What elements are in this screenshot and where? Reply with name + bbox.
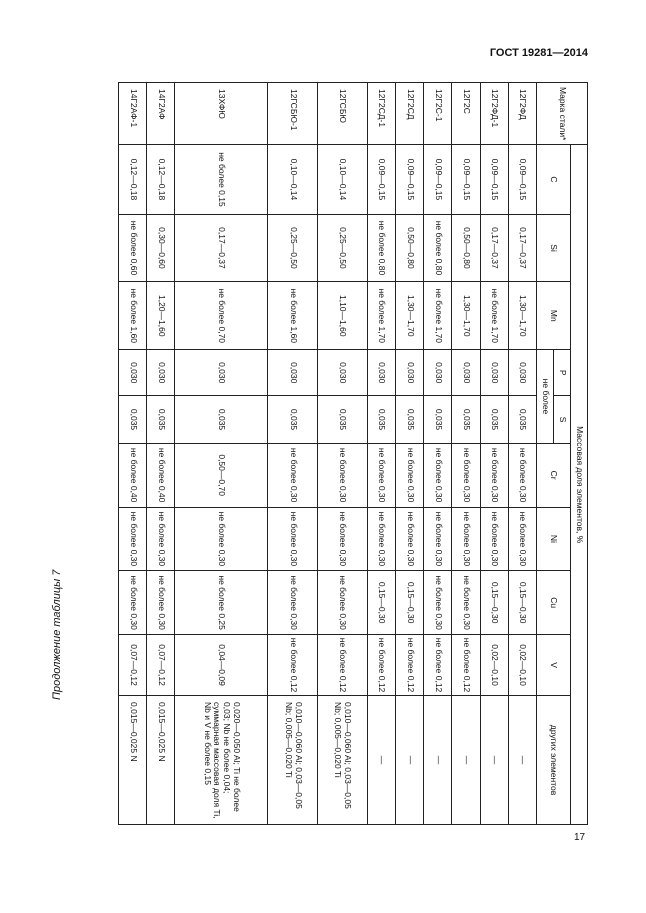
cell-grade: 12Г2ФД <box>508 83 536 145</box>
v-header: V <box>537 635 571 696</box>
cell-cu: не более 0,30 <box>452 571 480 635</box>
cell-cr: не более 0,30 <box>424 443 452 507</box>
cell-grade: 13ХФЮ <box>175 83 268 145</box>
cell-cr: не более 0,30 <box>318 443 368 507</box>
cell-s: 0,035 <box>424 396 452 443</box>
cell-s: 0,035 <box>318 396 368 443</box>
cell-grade: 12Г2С <box>452 83 480 145</box>
cell-p: 0,030 <box>396 350 424 396</box>
cell-si: 0,25—0,50 <box>318 214 368 282</box>
cell-s: 0,035 <box>452 396 480 443</box>
cell-si: 0,25—0,50 <box>268 214 318 282</box>
cell-other: — <box>424 696 452 825</box>
cell-mn: 1,20—1,60 <box>147 282 175 350</box>
cell-p: 0,030 <box>424 350 452 396</box>
cell-other: 0,010—0,060 Al; 0,03—0,05 Nb; 0,005—0,020 Ti <box>268 696 318 825</box>
cell-v: не более 0,12 <box>452 635 480 696</box>
not-more-header: не более <box>537 350 554 444</box>
table-row <box>367 83 395 825</box>
cell-grade: 12Г2ФД-1 <box>480 83 508 145</box>
cell-grade: 12Г2СД <box>396 83 424 145</box>
cell-other: — <box>508 696 536 825</box>
cell-c: 0,09—0,15 <box>480 145 508 214</box>
table-row <box>268 83 318 825</box>
cell-v: 0,07—0,12 <box>119 635 147 696</box>
cell-s: 0,035 <box>367 396 395 443</box>
cell-cr: не более 0,30 <box>268 443 318 507</box>
cell-mn: не более 1,70 <box>480 282 508 350</box>
cell-c: не более 0,15 <box>175 145 268 214</box>
cell-p: 0,030 <box>119 350 147 396</box>
cell-grade: 12ГСБЮ-1 <box>268 83 318 145</box>
cell-v: не более 0,12 <box>318 635 368 696</box>
cell-cu: 0,15—0,30 <box>480 571 508 635</box>
chemical-composition-table <box>118 82 588 825</box>
cell-other: 0,010—0,060 Al; 0,03—0,05 Nb; 0,005—0,020 Ti <box>318 696 368 825</box>
table-caption: Продолжение таблицы 7 <box>51 569 63 700</box>
table-row <box>119 83 147 825</box>
cell-mn: не более 1,60 <box>119 282 147 350</box>
cell-p: 0,030 <box>268 350 318 396</box>
cell-s: 0,035 <box>396 396 424 443</box>
cell-mn: 1,10—1,60 <box>318 282 368 350</box>
cell-si: 0,17—0,37 <box>508 214 536 282</box>
cell-v: 0,04—0,09 <box>175 635 268 696</box>
cell-c: 0,09—0,15 <box>367 145 395 214</box>
cell-other: — <box>452 696 480 825</box>
cell-grade: 12Г2С-1 <box>424 83 452 145</box>
cell-ni: не более 0,30 <box>147 507 175 571</box>
cell-v: не более 0,12 <box>367 635 395 696</box>
cell-p: 0,030 <box>318 350 368 396</box>
cell-other: 0,015—0,025 N <box>147 696 175 825</box>
cell-si: 0,50—0,80 <box>396 214 424 282</box>
cell-v: не более 0,12 <box>396 635 424 696</box>
grade-header: Марка стали* <box>537 83 588 145</box>
table-row <box>452 83 480 825</box>
cell-cr: не более 0,30 <box>367 443 395 507</box>
cell-other: — <box>480 696 508 825</box>
cell-p: 0,030 <box>367 350 395 396</box>
table-row <box>424 83 452 825</box>
cell-ni: не более 0,30 <box>175 507 268 571</box>
cell-c: 0,12—0,18 <box>119 145 147 214</box>
cell-p: 0,030 <box>508 350 536 396</box>
cell-cu: не более 0,30 <box>424 571 452 635</box>
cell-mn: 1,30—1,70 <box>396 282 424 350</box>
cell-mn: 1,30—1,70 <box>452 282 480 350</box>
table-row <box>508 83 536 825</box>
cell-cu: не более 0,30 <box>268 571 318 635</box>
cell-si: не более 0,60 <box>119 214 147 282</box>
cell-c: 0,09—0,15 <box>396 145 424 214</box>
cell-grade: 12Г2СД-1 <box>367 83 395 145</box>
cell-cr: не более 0,30 <box>396 443 424 507</box>
p-header: P <box>554 350 571 396</box>
table-row <box>318 83 368 825</box>
cell-s: 0,035 <box>175 396 268 443</box>
other-elements-header: других элементов <box>537 696 571 825</box>
cell-cu: не более 0,30 <box>318 571 368 635</box>
cell-c: 0,09—0,15 <box>508 145 536 214</box>
document-id: ГОСТ 19281—2014 <box>489 47 588 59</box>
cell-grade: 14Г2АФ <box>147 83 175 145</box>
cell-mn: не более 0,70 <box>175 282 268 350</box>
cell-ni: не более 0,30 <box>268 507 318 571</box>
cell-v: 0,07—0,12 <box>147 635 175 696</box>
cell-other: 0,015—0,025 N <box>119 696 147 825</box>
cell-si: не более 0,80 <box>367 214 395 282</box>
cell-ni: не более 0,30 <box>452 507 480 571</box>
page-number: 17 <box>574 832 586 843</box>
cr-header: Cr <box>537 443 571 507</box>
table-row <box>396 83 424 825</box>
table-row <box>480 83 508 825</box>
cell-cu: 0,15—0,30 <box>508 571 536 635</box>
cell-si: 0,30—0,60 <box>147 214 175 282</box>
cell-p: 0,030 <box>480 350 508 396</box>
cell-si: не более 0,80 <box>424 214 452 282</box>
cell-ni: не более 0,30 <box>480 507 508 571</box>
cell-c: 0,10—0,14 <box>268 145 318 214</box>
cell-v: 0,02—0,10 <box>508 635 536 696</box>
cell-c: 0,09—0,15 <box>452 145 480 214</box>
table-row <box>147 83 175 825</box>
cell-ni: не более 0,30 <box>318 507 368 571</box>
cell-mn: не более 1,70 <box>367 282 395 350</box>
cell-cu: не более 0,30 <box>147 571 175 635</box>
rotated-table-container <box>118 82 588 825</box>
mn-header: Mn <box>537 282 571 350</box>
cell-cr: 0,50—0,70 <box>175 443 268 507</box>
cell-s: 0,035 <box>119 396 147 443</box>
cell-grade: 12ГСБЮ <box>318 83 368 145</box>
c-header: C <box>537 145 571 214</box>
table-row <box>175 83 268 825</box>
cell-s: 0,035 <box>147 396 175 443</box>
cell-ni: не более 0,30 <box>508 507 536 571</box>
cell-ni: не более 0,30 <box>119 507 147 571</box>
cell-cu: 0,15—0,30 <box>367 571 395 635</box>
cell-c: 0,10—0,14 <box>318 145 368 214</box>
cell-other: 0,020—0,050 Al; Ti не более 0,03; Nb не более 0,04; суммарная массовая доля Ti, Nb и V не более 0,15 <box>175 696 268 825</box>
cell-cr: не более 0,30 <box>452 443 480 507</box>
cell-cr: не более 0,30 <box>480 443 508 507</box>
cell-cu: не более 0,25 <box>175 571 268 635</box>
ni-header: Ni <box>537 507 571 571</box>
cell-cr: не более 0,40 <box>147 443 175 507</box>
cell-v: не более 0,12 <box>424 635 452 696</box>
cell-p: 0,030 <box>175 350 268 396</box>
cell-si: 0,50—0,80 <box>452 214 480 282</box>
s-header: S <box>554 396 571 443</box>
cell-grade: 14Г2АФ-1 <box>119 83 147 145</box>
cu-header: Cu <box>537 571 571 635</box>
cell-si: 0,17—0,37 <box>480 214 508 282</box>
cell-other: — <box>396 696 424 825</box>
cell-s: 0,035 <box>268 396 318 443</box>
cell-v: не более 0,12 <box>268 635 318 696</box>
cell-v: 0,02—0,10 <box>480 635 508 696</box>
cell-mn: не более 1,70 <box>424 282 452 350</box>
cell-p: 0,030 <box>452 350 480 396</box>
cell-ni: не более 0,30 <box>396 507 424 571</box>
cell-p: 0,030 <box>147 350 175 396</box>
cell-c: 0,12—0,18 <box>147 145 175 214</box>
cell-s: 0,035 <box>480 396 508 443</box>
cell-mn: не более 1,60 <box>268 282 318 350</box>
cell-cu: 0,15—0,30 <box>396 571 424 635</box>
cell-s: 0,035 <box>508 396 536 443</box>
cell-other: — <box>367 696 395 825</box>
cell-mn: 1,30—1,70 <box>508 282 536 350</box>
cell-cu: не более 0,30 <box>119 571 147 635</box>
cell-cr: не более 0,30 <box>508 443 536 507</box>
cell-c: 0,09—0,15 <box>424 145 452 214</box>
si-header: Si <box>537 214 571 282</box>
cell-ni: не более 0,30 <box>367 507 395 571</box>
cell-si: 0,17—0,37 <box>175 214 268 282</box>
cell-cr: не более 0,40 <box>119 443 147 507</box>
cell-ni: не более 0,30 <box>424 507 452 571</box>
mass-fraction-header: Массовая доля элементов, % <box>571 145 588 825</box>
